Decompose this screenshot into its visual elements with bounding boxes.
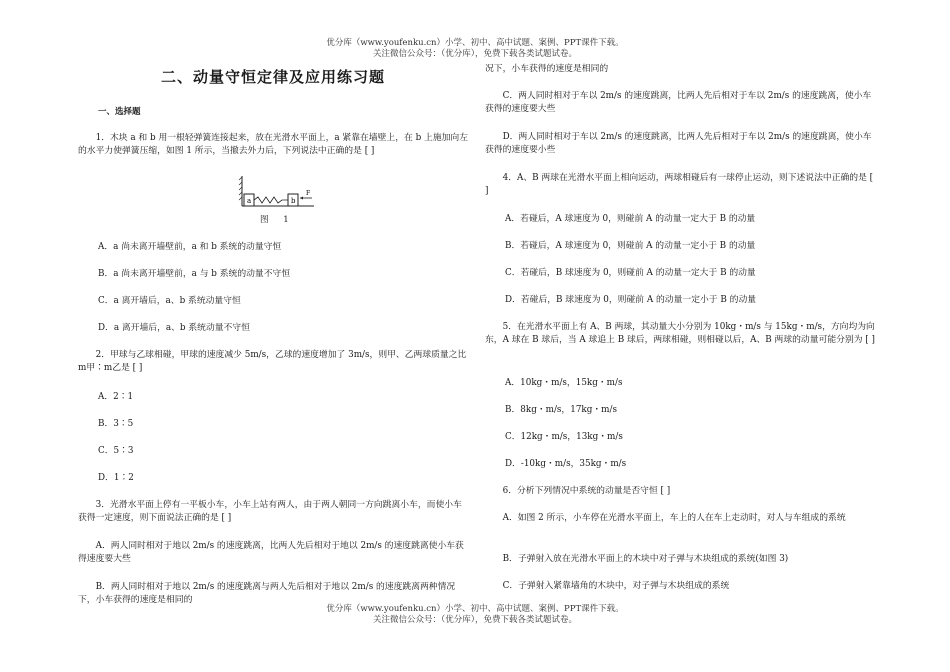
q3-option-c: C．两人同时相对于车以 2m/s 的速度跳离，比两人先后相对于车以 2m/s 的速度跳离，使小车获得的速度要大些 [485,91,872,114]
footer-line-1: 优分库（www.youfenku.cn）小学、初中、高中试题、案例、PPT课件下载。 [326,604,624,614]
q6-option-a: A．如图 2 所示，小车停在光滑水平面上，车上的人在车上走动时，对人与车组成的系统 [502,513,846,523]
q4-option-c: C．若碰后，B 球速度为 0，则碰前 A 的动量一定大于 B 的动量 [505,268,756,278]
q5-stem: 5．在光滑水平面上有 A、B 两球，其动量大小分别为 10kg・m/s 与 15kg・m/s，方向均为向东，A 球在 B 球后，当 A 球追上 B 球后，两球相碰，则相碰以后，A、B 两球的动量可能分别为 [ ] [485,322,875,345]
q1-option-c: C．a 离开墙后，a、b 系统动量守恒 [98,296,241,306]
footer-line-2: 关注微信公众号：（优分库），免费下载各类试题试卷。 [372,615,577,625]
q2-stem: 2．甲球与乙球相碰，甲球的速度减少 5m/s，乙球的速度增加了 3m/s，则甲、乙两球质量之比 m甲∶m乙是 [ ] [78,350,467,373]
block-a-label: a [247,197,252,205]
section-heading: 一、选择题 [98,107,141,117]
q3-option-a: A．两人同时相对于地以 2m/s 的速度跳离，比两人先后相对于地以 2m/s 的速度跳离使小车获得速度要大些 [78,541,464,564]
q6-option-c: C．子弹射入紧靠墙角的木块中，对子弹与木块组成的系统 [502,581,730,591]
q4-option-a: A．若碰后，A 球速度为 0，则碰前 A 的动量一定大于 B 的动量 [505,214,756,224]
header-line-2: 关注微信公众号：（优分库），免费下载各类试题试卷。 [372,49,577,59]
q2-option-c: C．5∶3 [98,446,134,456]
q3-option-b: B．两人同时相对于地以 2m/s 的速度跳离与两人先后相对于地以 2m/s 的速度跳离两种情况下，小车获得的速度是相同的 [78,582,456,605]
q1-option-a: A．a 尚未离开墙壁前，a 和 b 系统的动量守恒 [98,242,282,252]
q5-option-d: D．-10kg・m/s，35kg・m/s [505,459,627,469]
q3-option-b-continued [485,63,875,76]
q5-option-a: A．10kg・m/s，15kg・m/s [505,378,623,388]
q4-stem: 4．A、B 两球在光滑水平面上相向运动，两球相碰后有一球停止运动，则下述说法中正确的是 [ ] [485,173,874,196]
q1-option-d: D．a 离开墙后，a、b 系统动量不守恒 [98,323,250,333]
q4-option-d: D．若碰后，B 球速度为 0，则碰前 A 的动量一定小于 B 的动量 [505,295,757,305]
q3-stem: 3．光滑水平面上停有一平板小车，小车上站有两人，由于两人朝同一方向跳离小车，而使小车获得一定速度，则下面说法正确的是 [ ] [78,500,462,523]
q6-option-b: B．子弹射入放在光滑水平面上的木块中对子弹与木块组成的系统(如图 3) [502,554,789,564]
q5-option-c: C．12kg・m/s，13kg・m/s [505,432,623,442]
q2-option-b: B．3∶5 [98,419,134,429]
figure-1-caption: 图 1 [260,215,295,225]
q1-stem: 1．木块 a 和 b 用一根轻弹簧连接起来，放在光滑水平面上，a 紧靠在墙壁上，在 b 上施加向左的水平力使弹簧压缩，如图 1 所示，当撤去外力后，下列说法中正确的是 [ ] [78,133,469,156]
header-banner [0,38,950,60]
q2-option-d: D．1∶2 [98,473,134,483]
q5-option-b: B．8kg・m/s，17kg・m/s [505,405,618,415]
page-title: 二、动量守恒定律及应用练习题 [160,68,385,86]
q4-option-b: B．若碰后，A 球速度为 0，则碰前 A 的动量一定小于 B 的动量 [505,241,756,251]
q6-stem: 6．分析下列情况中系统的动量是否守恒 [ ] [502,486,671,496]
q3-option-d: D．两人同时相对于车以 2m/s 的速度跳离，比两人先后相对于车以 2m/s 的速度跳离，使小车获得的速度要小些 [485,132,872,155]
force-label: F [306,190,311,197]
spring [254,197,288,203]
q2-option-a: A．2∶1 [98,392,134,402]
footer-banner [0,604,950,626]
header-line-1: 优分库（www.youfenku.cn）小学、初中、高中试题、案例、PPT课件下载。 [326,38,624,48]
block-b-label: b [291,197,296,205]
q3-option-b-tail: 况下，小车获得的速度是相同的 [485,64,609,74]
q1-option-b: B．a 尚未离开墙壁前，a 与 b 系统的动量不守恒 [98,269,291,279]
